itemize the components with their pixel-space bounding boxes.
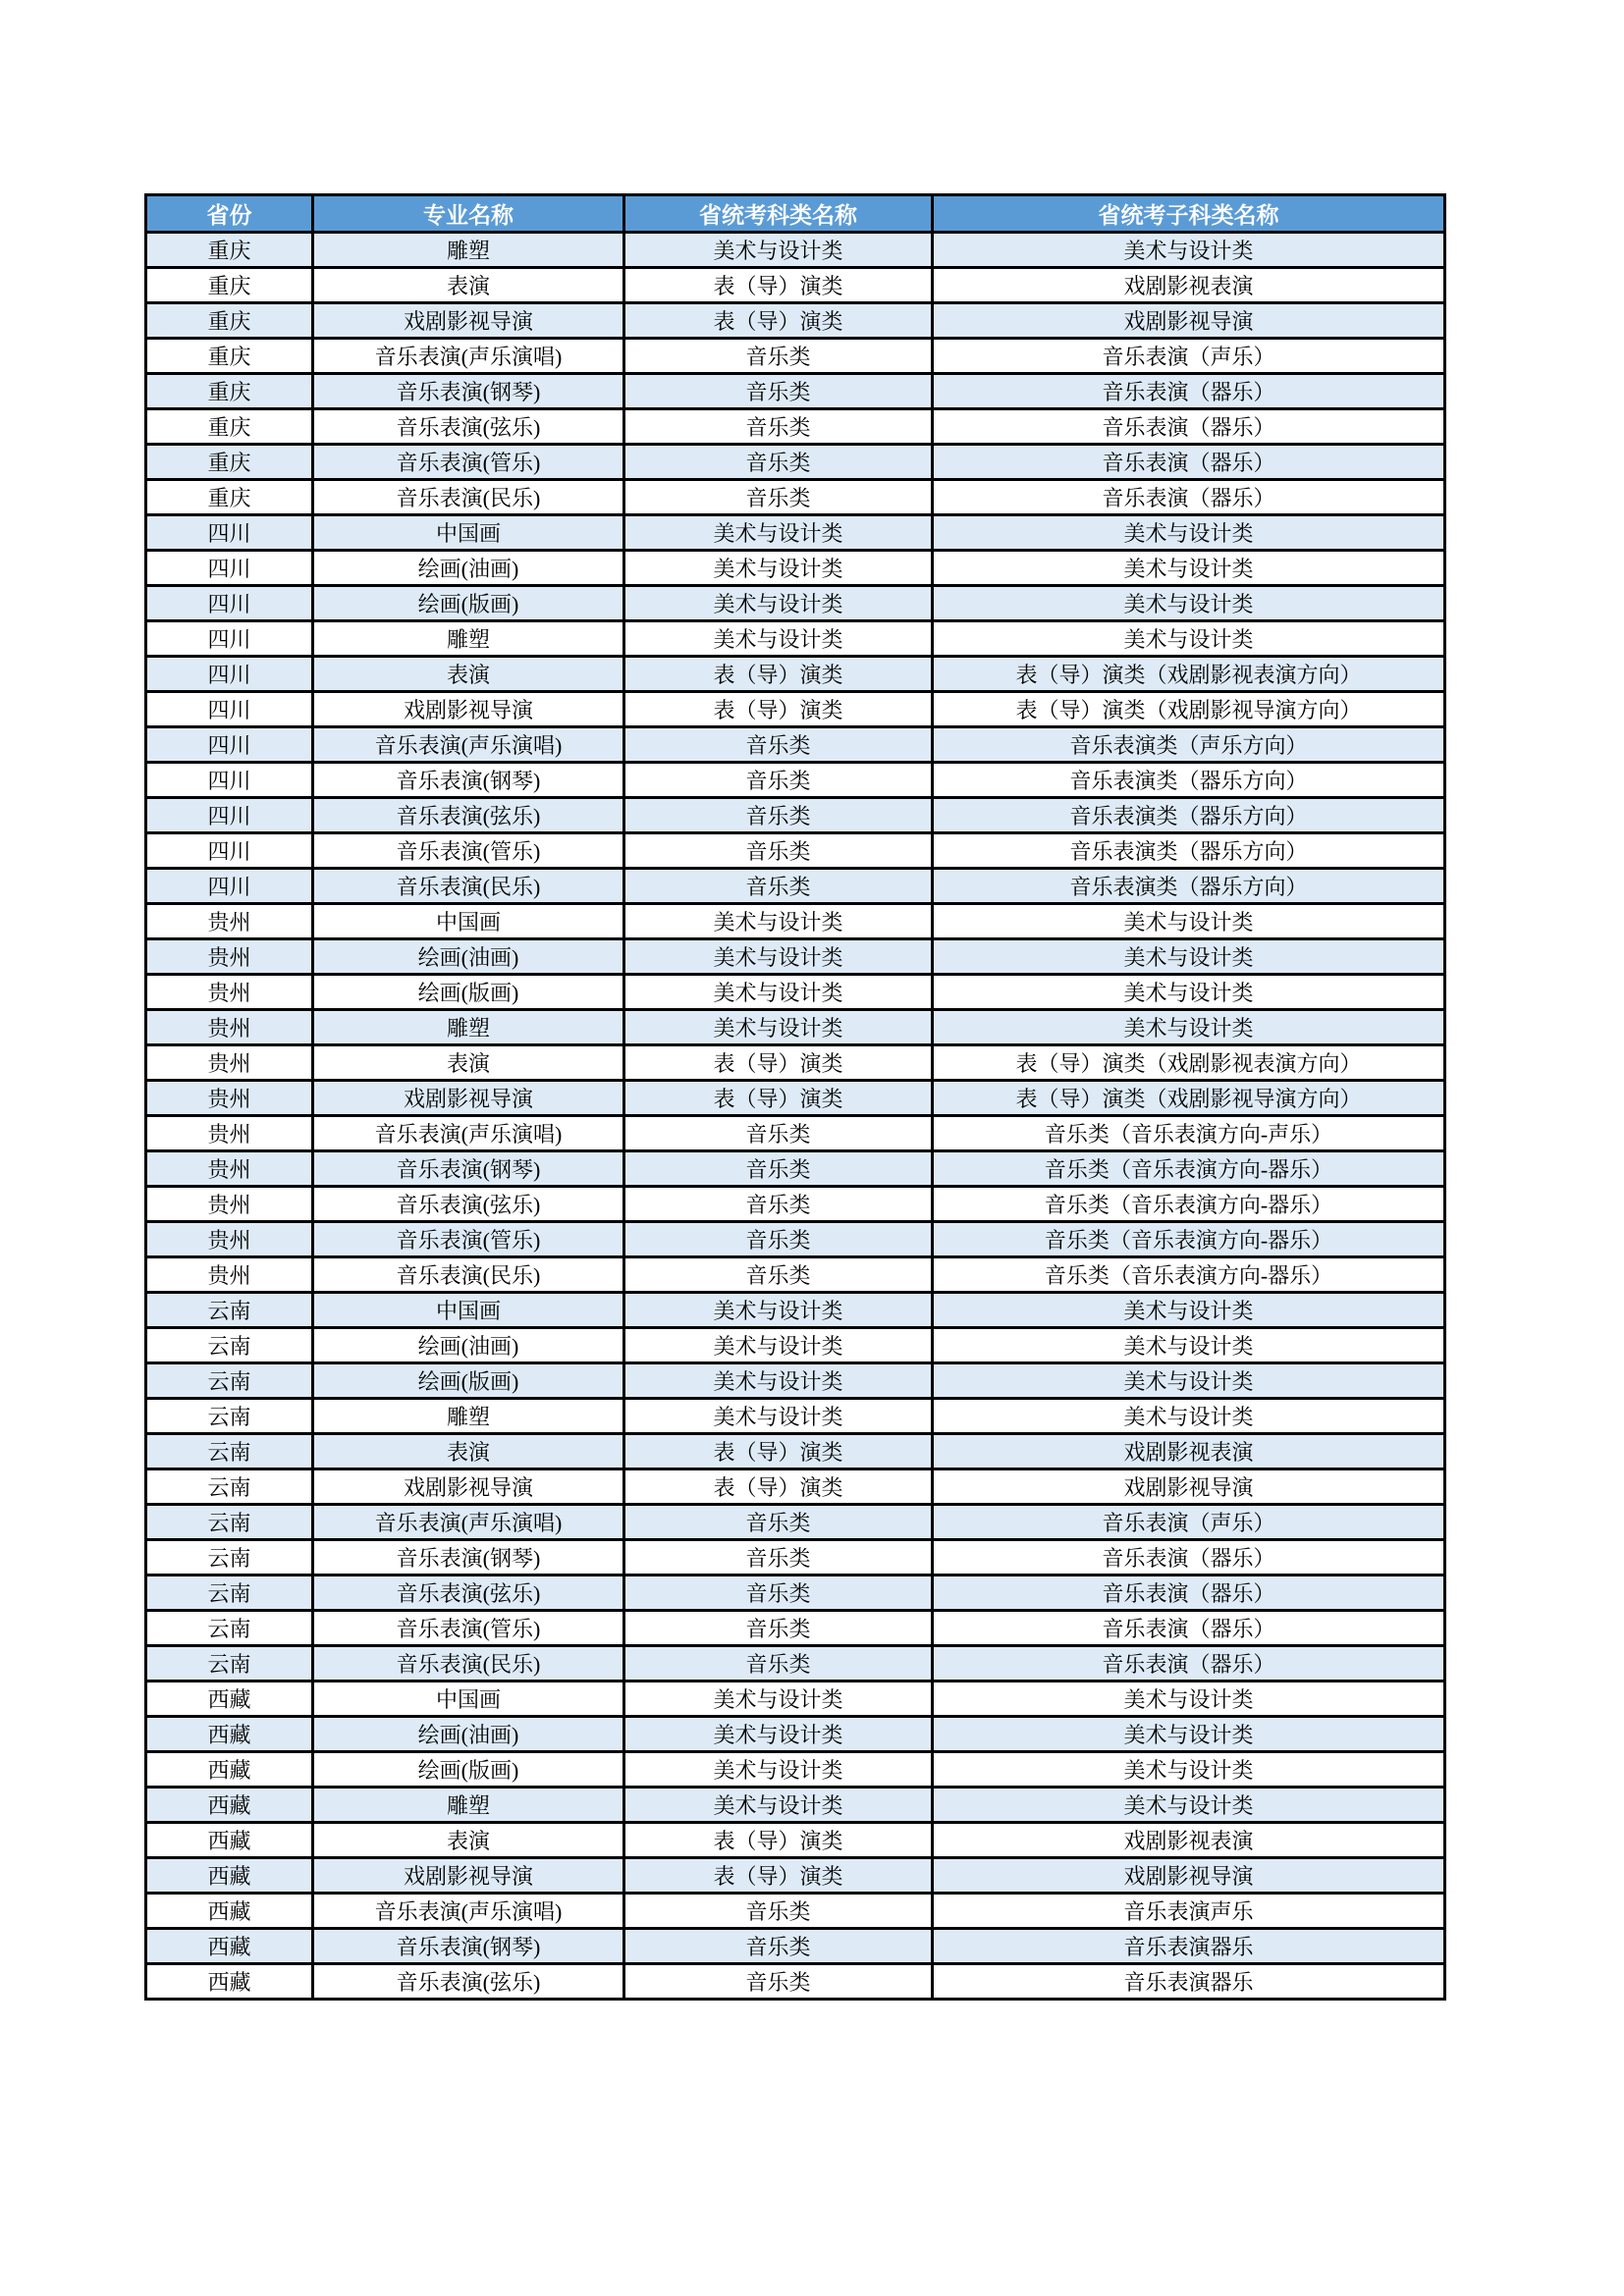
table-body xyxy=(146,233,1445,2000)
cell-major-name: 音乐表演(声乐演唱) xyxy=(313,727,624,763)
column-header-exam-category: 省统考科类名称 xyxy=(624,195,933,233)
table-row xyxy=(146,1399,1445,1434)
cell-exam-subcategory: 美术与设计类 xyxy=(933,939,1445,975)
exam-category-table xyxy=(144,193,1446,2001)
cell-province: 云南 xyxy=(146,1505,313,1540)
cell-major-name: 绘画(版画) xyxy=(313,975,624,1010)
cell-province: 四川 xyxy=(146,657,313,692)
table-row xyxy=(146,1646,1445,1682)
table-row xyxy=(146,1858,1445,1894)
cell-major-name: 戏剧影视导演 xyxy=(313,1469,624,1505)
cell-exam-subcategory: 音乐表演（器乐） xyxy=(933,480,1445,515)
cell-exam-subcategory: 表（导）演类（戏剧影视表演方向） xyxy=(933,1045,1445,1081)
cell-major-name: 音乐表演(钢琴) xyxy=(313,763,624,798)
cell-exam-category: 美术与设计类 xyxy=(624,1010,933,1045)
cell-exam-subcategory: 音乐表演（器乐） xyxy=(933,1646,1445,1682)
table-row xyxy=(146,1611,1445,1646)
cell-exam-subcategory: 音乐表演（器乐） xyxy=(933,1540,1445,1575)
cell-province: 西藏 xyxy=(146,1823,313,1858)
cell-exam-category: 美术与设计类 xyxy=(624,904,933,939)
cell-exam-subcategory: 美术与设计类 xyxy=(933,1293,1445,1328)
cell-exam-subcategory: 美术与设计类 xyxy=(933,1717,1445,1752)
table-row xyxy=(146,621,1445,657)
cell-major-name: 音乐表演(弦乐) xyxy=(313,409,624,445)
cell-exam-category: 美术与设计类 xyxy=(624,233,933,268)
cell-exam-subcategory: 美术与设计类 xyxy=(933,1363,1445,1399)
cell-exam-subcategory: 音乐表演（器乐） xyxy=(933,374,1445,409)
cell-province: 重庆 xyxy=(146,409,313,445)
cell-province: 西藏 xyxy=(146,1858,313,1894)
cell-exam-subcategory: 音乐表演（声乐） xyxy=(933,1505,1445,1540)
cell-exam-subcategory: 美术与设计类 xyxy=(933,1399,1445,1434)
table-row xyxy=(146,480,1445,515)
cell-exam-category: 美术与设计类 xyxy=(624,1752,933,1788)
cell-major-name: 音乐表演(民乐) xyxy=(313,1257,624,1293)
cell-major-name: 雕塑 xyxy=(313,1399,624,1434)
cell-major-name: 音乐表演(钢琴) xyxy=(313,1540,624,1575)
cell-province: 四川 xyxy=(146,586,313,621)
cell-province: 贵州 xyxy=(146,1257,313,1293)
cell-exam-category: 表（导）演类 xyxy=(624,1858,933,1894)
cell-major-name: 绘画(版画) xyxy=(313,1752,624,1788)
cell-exam-subcategory: 戏剧影视导演 xyxy=(933,1858,1445,1894)
cell-exam-subcategory: 音乐类（音乐表演方向-器乐） xyxy=(933,1257,1445,1293)
table-row xyxy=(146,1505,1445,1540)
cell-exam-category: 表（导）演类 xyxy=(624,303,933,339)
cell-province: 四川 xyxy=(146,727,313,763)
cell-exam-subcategory: 美术与设计类 xyxy=(933,233,1445,268)
table-row xyxy=(146,1045,1445,1081)
table-row xyxy=(146,303,1445,339)
cell-exam-subcategory: 美术与设计类 xyxy=(933,586,1445,621)
column-header-province: 省份 xyxy=(146,195,313,233)
cell-province: 云南 xyxy=(146,1575,313,1611)
cell-major-name: 戏剧影视导演 xyxy=(313,1858,624,1894)
cell-exam-category: 音乐类 xyxy=(624,374,933,409)
cell-major-name: 绘画(油画) xyxy=(313,551,624,586)
cell-exam-category: 美术与设计类 xyxy=(624,515,933,551)
table-row xyxy=(146,692,1445,727)
cell-province: 四川 xyxy=(146,551,313,586)
cell-province: 西藏 xyxy=(146,1682,313,1717)
cell-exam-subcategory: 戏剧影视表演 xyxy=(933,1823,1445,1858)
cell-exam-subcategory: 美术与设计类 xyxy=(933,975,1445,1010)
cell-province: 四川 xyxy=(146,515,313,551)
cell-exam-category: 音乐类 xyxy=(624,1611,933,1646)
cell-province: 云南 xyxy=(146,1328,313,1363)
cell-major-name: 音乐表演(民乐) xyxy=(313,1646,624,1682)
cell-exam-category: 表（导）演类 xyxy=(624,1469,933,1505)
cell-exam-category: 音乐类 xyxy=(624,1646,933,1682)
cell-exam-category: 美术与设计类 xyxy=(624,1328,933,1363)
cell-major-name: 绘画(版画) xyxy=(313,586,624,621)
cell-province: 四川 xyxy=(146,869,313,904)
cell-major-name: 音乐表演(弦乐) xyxy=(313,1575,624,1611)
cell-exam-category: 美术与设计类 xyxy=(624,586,933,621)
cell-province: 西藏 xyxy=(146,1894,313,1929)
table-row xyxy=(146,1964,1445,2000)
cell-exam-subcategory: 美术与设计类 xyxy=(933,904,1445,939)
cell-exam-category: 音乐类 xyxy=(624,480,933,515)
cell-province: 重庆 xyxy=(146,445,313,480)
cell-exam-category: 表（导）演类 xyxy=(624,268,933,303)
cell-exam-subcategory: 音乐类（音乐表演方向-声乐） xyxy=(933,1116,1445,1151)
cell-exam-subcategory: 表（导）演类（戏剧影视导演方向） xyxy=(933,692,1445,727)
cell-exam-category: 音乐类 xyxy=(624,833,933,869)
cell-province: 四川 xyxy=(146,763,313,798)
table-row xyxy=(146,1575,1445,1611)
cell-exam-subcategory: 表（导）演类（戏剧影视表演方向） xyxy=(933,657,1445,692)
cell-exam-subcategory: 表（导）演类（戏剧影视导演方向） xyxy=(933,1081,1445,1116)
cell-major-name: 音乐表演(声乐演唱) xyxy=(313,1116,624,1151)
cell-exam-category: 表（导）演类 xyxy=(624,1081,933,1116)
table-row xyxy=(146,1081,1445,1116)
cell-province: 四川 xyxy=(146,833,313,869)
cell-province: 西藏 xyxy=(146,1929,313,1964)
cell-province: 四川 xyxy=(146,621,313,657)
cell-exam-subcategory: 美术与设计类 xyxy=(933,515,1445,551)
cell-major-name: 音乐表演(钢琴) xyxy=(313,374,624,409)
cell-exam-subcategory: 美术与设计类 xyxy=(933,1788,1445,1823)
cell-exam-category: 音乐类 xyxy=(624,1540,933,1575)
cell-major-name: 雕塑 xyxy=(313,1788,624,1823)
cell-exam-subcategory: 音乐表演（器乐） xyxy=(933,445,1445,480)
cell-exam-category: 音乐类 xyxy=(624,1187,933,1222)
cell-exam-category: 音乐类 xyxy=(624,1929,933,1964)
cell-province: 重庆 xyxy=(146,374,313,409)
cell-exam-category: 音乐类 xyxy=(624,763,933,798)
cell-exam-subcategory: 音乐表演类（器乐方向） xyxy=(933,869,1445,904)
cell-province: 云南 xyxy=(146,1611,313,1646)
cell-exam-subcategory: 音乐表演声乐 xyxy=(933,1894,1445,1929)
cell-province: 云南 xyxy=(146,1434,313,1469)
cell-province: 云南 xyxy=(146,1363,313,1399)
cell-exam-subcategory: 戏剧影视表演 xyxy=(933,268,1445,303)
cell-exam-subcategory: 音乐类（音乐表演方向-器乐） xyxy=(933,1151,1445,1187)
cell-exam-subcategory: 音乐表演（声乐） xyxy=(933,339,1445,374)
table-row xyxy=(146,1187,1445,1222)
cell-province: 云南 xyxy=(146,1469,313,1505)
cell-major-name: 音乐表演(弦乐) xyxy=(313,798,624,833)
cell-major-name: 中国画 xyxy=(313,1293,624,1328)
table-row xyxy=(146,1434,1445,1469)
cell-province: 四川 xyxy=(146,692,313,727)
cell-major-name: 绘画(油画) xyxy=(313,1328,624,1363)
cell-exam-category: 表（导）演类 xyxy=(624,1045,933,1081)
table-row xyxy=(146,374,1445,409)
cell-exam-category: 表（导）演类 xyxy=(624,657,933,692)
cell-major-name: 音乐表演(管乐) xyxy=(313,833,624,869)
cell-province: 贵州 xyxy=(146,904,313,939)
cell-exam-category: 美术与设计类 xyxy=(624,939,933,975)
table-row xyxy=(146,1929,1445,1964)
table-row xyxy=(146,339,1445,374)
cell-exam-subcategory: 音乐表演类（器乐方向） xyxy=(933,798,1445,833)
cell-exam-subcategory: 戏剧影视表演 xyxy=(933,1434,1445,1469)
cell-major-name: 雕塑 xyxy=(313,621,624,657)
table-row xyxy=(146,1788,1445,1823)
cell-major-name: 音乐表演(民乐) xyxy=(313,480,624,515)
cell-exam-category: 美术与设计类 xyxy=(624,1363,933,1399)
table-row xyxy=(146,1894,1445,1929)
cell-exam-category: 表（导）演类 xyxy=(624,1823,933,1858)
cell-exam-category: 美术与设计类 xyxy=(624,975,933,1010)
cell-exam-category: 美术与设计类 xyxy=(624,1293,933,1328)
table-row xyxy=(146,1328,1445,1363)
cell-major-name: 表演 xyxy=(313,657,624,692)
cell-province: 重庆 xyxy=(146,480,313,515)
cell-major-name: 中国画 xyxy=(313,904,624,939)
cell-exam-category: 音乐类 xyxy=(624,798,933,833)
cell-exam-subcategory: 美术与设计类 xyxy=(933,1752,1445,1788)
cell-province: 贵州 xyxy=(146,1045,313,1081)
cell-exam-subcategory: 音乐表演（器乐） xyxy=(933,409,1445,445)
cell-exam-subcategory: 美术与设计类 xyxy=(933,1010,1445,1045)
cell-province: 贵州 xyxy=(146,939,313,975)
cell-major-name: 绘画(油画) xyxy=(313,1717,624,1752)
cell-major-name: 音乐表演(声乐演唱) xyxy=(313,1894,624,1929)
cell-exam-category: 音乐类 xyxy=(624,1505,933,1540)
cell-exam-category: 音乐类 xyxy=(624,1257,933,1293)
cell-province: 云南 xyxy=(146,1399,313,1434)
cell-province: 四川 xyxy=(146,798,313,833)
cell-major-name: 音乐表演(钢琴) xyxy=(313,1151,624,1187)
table-row xyxy=(146,1363,1445,1399)
cell-major-name: 音乐表演(弦乐) xyxy=(313,1964,624,2000)
table-row xyxy=(146,1010,1445,1045)
cell-exam-subcategory: 美术与设计类 xyxy=(933,1682,1445,1717)
cell-exam-subcategory: 音乐类（音乐表演方向-器乐） xyxy=(933,1187,1445,1222)
table-row xyxy=(146,1116,1445,1151)
cell-province: 贵州 xyxy=(146,1187,313,1222)
cell-exam-category: 表（导）演类 xyxy=(624,692,933,727)
table-row xyxy=(146,657,1445,692)
table-row xyxy=(146,1823,1445,1858)
cell-exam-category: 美术与设计类 xyxy=(624,1788,933,1823)
cell-exam-category: 美术与设计类 xyxy=(624,621,933,657)
cell-major-name: 绘画(版画) xyxy=(313,1363,624,1399)
table-row xyxy=(146,1682,1445,1717)
cell-major-name: 音乐表演(钢琴) xyxy=(313,1929,624,1964)
cell-major-name: 雕塑 xyxy=(313,1010,624,1045)
cell-major-name: 音乐表演(管乐) xyxy=(313,1222,624,1257)
table-row xyxy=(146,763,1445,798)
cell-major-name: 雕塑 xyxy=(313,233,624,268)
cell-exam-category: 音乐类 xyxy=(624,1151,933,1187)
cell-major-name: 戏剧影视导演 xyxy=(313,303,624,339)
cell-major-name: 中国画 xyxy=(313,1682,624,1717)
cell-exam-subcategory: 音乐表演类（器乐方向） xyxy=(933,833,1445,869)
cell-exam-category: 表（导）演类 xyxy=(624,1434,933,1469)
table-row xyxy=(146,939,1445,975)
cell-province: 西藏 xyxy=(146,1717,313,1752)
cell-province: 贵州 xyxy=(146,1081,313,1116)
table-row xyxy=(146,1540,1445,1575)
table-row xyxy=(146,409,1445,445)
cell-exam-category: 音乐类 xyxy=(624,1894,933,1929)
table-row xyxy=(146,1293,1445,1328)
cell-exam-category: 美术与设计类 xyxy=(624,551,933,586)
cell-exam-subcategory: 音乐类（音乐表演方向-器乐） xyxy=(933,1222,1445,1257)
cell-major-name: 表演 xyxy=(313,268,624,303)
cell-exam-subcategory: 音乐表演器乐 xyxy=(933,1964,1445,2000)
table-row xyxy=(146,1257,1445,1293)
table-row xyxy=(146,975,1445,1010)
cell-exam-subcategory: 美术与设计类 xyxy=(933,551,1445,586)
cell-exam-category: 音乐类 xyxy=(624,409,933,445)
cell-province: 贵州 xyxy=(146,1116,313,1151)
cell-exam-category: 音乐类 xyxy=(624,445,933,480)
cell-province: 贵州 xyxy=(146,1010,313,1045)
column-header-exam-subcategory: 省统考子科类名称 xyxy=(933,195,1445,233)
table-row xyxy=(146,1469,1445,1505)
cell-major-name: 音乐表演(管乐) xyxy=(313,445,624,480)
cell-exam-category: 美术与设计类 xyxy=(624,1399,933,1434)
cell-exam-category: 音乐类 xyxy=(624,1575,933,1611)
cell-exam-subcategory: 音乐表演（器乐） xyxy=(933,1611,1445,1646)
cell-province: 贵州 xyxy=(146,1222,313,1257)
cell-major-name: 音乐表演(声乐演唱) xyxy=(313,339,624,374)
table-row xyxy=(146,904,1445,939)
table-row xyxy=(146,1222,1445,1257)
cell-exam-subcategory: 音乐表演类（声乐方向） xyxy=(933,727,1445,763)
cell-major-name: 表演 xyxy=(313,1045,624,1081)
cell-province: 西藏 xyxy=(146,1752,313,1788)
cell-exam-subcategory: 戏剧影视导演 xyxy=(933,1469,1445,1505)
cell-major-name: 表演 xyxy=(313,1434,624,1469)
cell-exam-category: 音乐类 xyxy=(624,1116,933,1151)
cell-major-name: 绘画(油画) xyxy=(313,939,624,975)
cell-province: 重庆 xyxy=(146,303,313,339)
cell-exam-subcategory: 音乐表演类（器乐方向） xyxy=(933,763,1445,798)
cell-province: 重庆 xyxy=(146,339,313,374)
cell-exam-subcategory: 戏剧影视导演 xyxy=(933,303,1445,339)
table-row xyxy=(146,268,1445,303)
cell-exam-category: 音乐类 xyxy=(624,727,933,763)
cell-exam-subcategory: 音乐表演器乐 xyxy=(933,1929,1445,1964)
cell-province: 西藏 xyxy=(146,1964,313,2000)
cell-major-name: 表演 xyxy=(313,1823,624,1858)
cell-province: 云南 xyxy=(146,1646,313,1682)
table-row xyxy=(146,833,1445,869)
cell-exam-category: 音乐类 xyxy=(624,339,933,374)
table-row xyxy=(146,586,1445,621)
cell-exam-category: 音乐类 xyxy=(624,1964,933,2000)
cell-province: 云南 xyxy=(146,1293,313,1328)
cell-province: 贵州 xyxy=(146,975,313,1010)
table-row xyxy=(146,1717,1445,1752)
table-row xyxy=(146,1752,1445,1788)
table-row xyxy=(146,515,1445,551)
cell-exam-category: 美术与设计类 xyxy=(624,1682,933,1717)
header-row xyxy=(146,195,1445,233)
cell-exam-subcategory: 音乐表演（器乐） xyxy=(933,1575,1445,1611)
cell-exam-subcategory: 美术与设计类 xyxy=(933,621,1445,657)
cell-exam-category: 美术与设计类 xyxy=(624,1717,933,1752)
cell-exam-subcategory: 美术与设计类 xyxy=(933,1328,1445,1363)
cell-province: 贵州 xyxy=(146,1151,313,1187)
table-row xyxy=(146,1151,1445,1187)
cell-major-name: 音乐表演(民乐) xyxy=(313,869,624,904)
column-header-major-name: 专业名称 xyxy=(313,195,624,233)
cell-major-name: 音乐表演(弦乐) xyxy=(313,1187,624,1222)
table-row xyxy=(146,445,1445,480)
table-row xyxy=(146,727,1445,763)
cell-exam-category: 音乐类 xyxy=(624,1222,933,1257)
cell-exam-category: 音乐类 xyxy=(624,869,933,904)
cell-major-name: 戏剧影视导演 xyxy=(313,1081,624,1116)
cell-major-name: 音乐表演(声乐演唱) xyxy=(313,1505,624,1540)
cell-major-name: 音乐表演(管乐) xyxy=(313,1611,624,1646)
table-row xyxy=(146,233,1445,268)
cell-province: 重庆 xyxy=(146,268,313,303)
table-row xyxy=(146,798,1445,833)
table-row xyxy=(146,869,1445,904)
cell-province: 重庆 xyxy=(146,233,313,268)
cell-major-name: 中国画 xyxy=(313,515,624,551)
cell-province: 云南 xyxy=(146,1540,313,1575)
cell-province: 西藏 xyxy=(146,1788,313,1823)
table-row xyxy=(146,551,1445,586)
cell-major-name: 戏剧影视导演 xyxy=(313,692,624,727)
